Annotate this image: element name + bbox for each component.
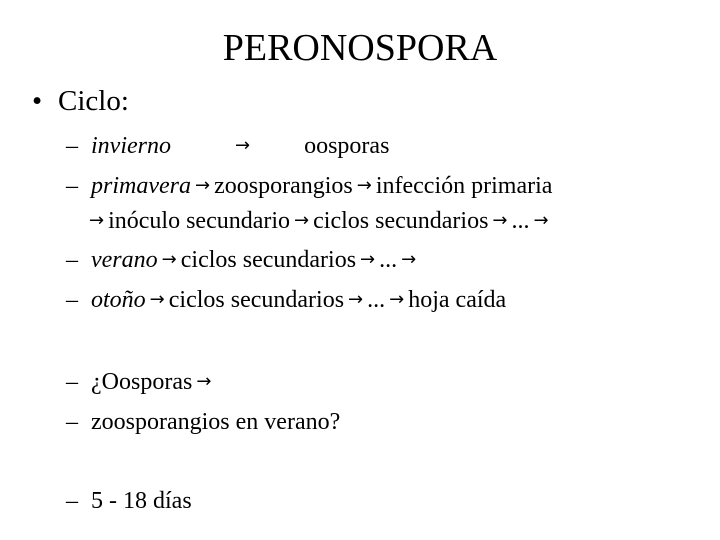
ellipsis-text: ...	[511, 208, 530, 234]
bullet-text: Ciclo:	[58, 85, 129, 117]
list-item-invierno	[66, 131, 389, 161]
arrow-icon: →	[360, 249, 376, 270]
arrow-icon: →	[161, 249, 177, 270]
list-item-text: inóculo secundario	[108, 208, 291, 234]
bullet-ciclo	[32, 82, 129, 120]
list-item-text: zoosporangios	[214, 173, 353, 199]
list-item-otono	[66, 285, 506, 315]
arrow-icon: →	[234, 135, 251, 156]
list-item-text: zoosporangios en verano?	[91, 409, 341, 435]
dash-marker: –	[66, 247, 78, 273]
arrow-icon: →	[149, 289, 165, 310]
bullet-marker: •	[32, 85, 43, 117]
dash-marker: –	[66, 133, 78, 159]
arrow-icon: →	[194, 175, 211, 196]
season-label: invierno	[91, 133, 171, 159]
arrow-icon: →	[294, 210, 310, 231]
season-label: verano	[91, 247, 158, 273]
arrow-icon: →	[196, 371, 212, 392]
list-item-text: infección primaria	[375, 173, 553, 199]
dash-marker: –	[66, 369, 78, 395]
page-title: PERONOSPORA	[222, 27, 498, 69]
dash-marker: –	[66, 488, 78, 514]
arrow-icon: →	[348, 289, 364, 310]
list-item-text: 5 - 18 días	[91, 488, 192, 514]
list-item-text: ciclos secundarios	[180, 247, 357, 273]
list-item-question-2	[66, 407, 340, 437]
list-item-text: oosporas	[304, 133, 390, 159]
list-item-continuation	[89, 206, 553, 236]
dash-marker: –	[66, 409, 78, 435]
dash-marker: –	[66, 173, 78, 199]
arrow-icon: →	[389, 289, 405, 310]
list-item-text: ¿Oosporas	[91, 369, 193, 395]
list-item-text: ciclos secundarios	[313, 208, 489, 234]
list-item-question	[66, 367, 215, 397]
season-label: otoño	[91, 287, 146, 313]
arrow-icon: →	[356, 175, 372, 196]
arrow-icon: →	[401, 249, 417, 270]
list-item-text: ciclos secundarios	[168, 287, 345, 313]
arrow-icon: →	[89, 210, 105, 231]
arrow-icon: →	[533, 210, 549, 231]
ellipsis-text: ...	[367, 287, 386, 313]
list-item-text: hoja caída	[408, 287, 507, 313]
list-item-days	[66, 486, 192, 516]
list-item-primavera	[66, 171, 552, 201]
ellipsis-text: ...	[379, 247, 398, 273]
season-label: primavera	[91, 173, 191, 199]
arrow-icon: →	[492, 210, 508, 231]
list-item-verano	[66, 245, 420, 275]
dash-marker: –	[66, 287, 78, 313]
